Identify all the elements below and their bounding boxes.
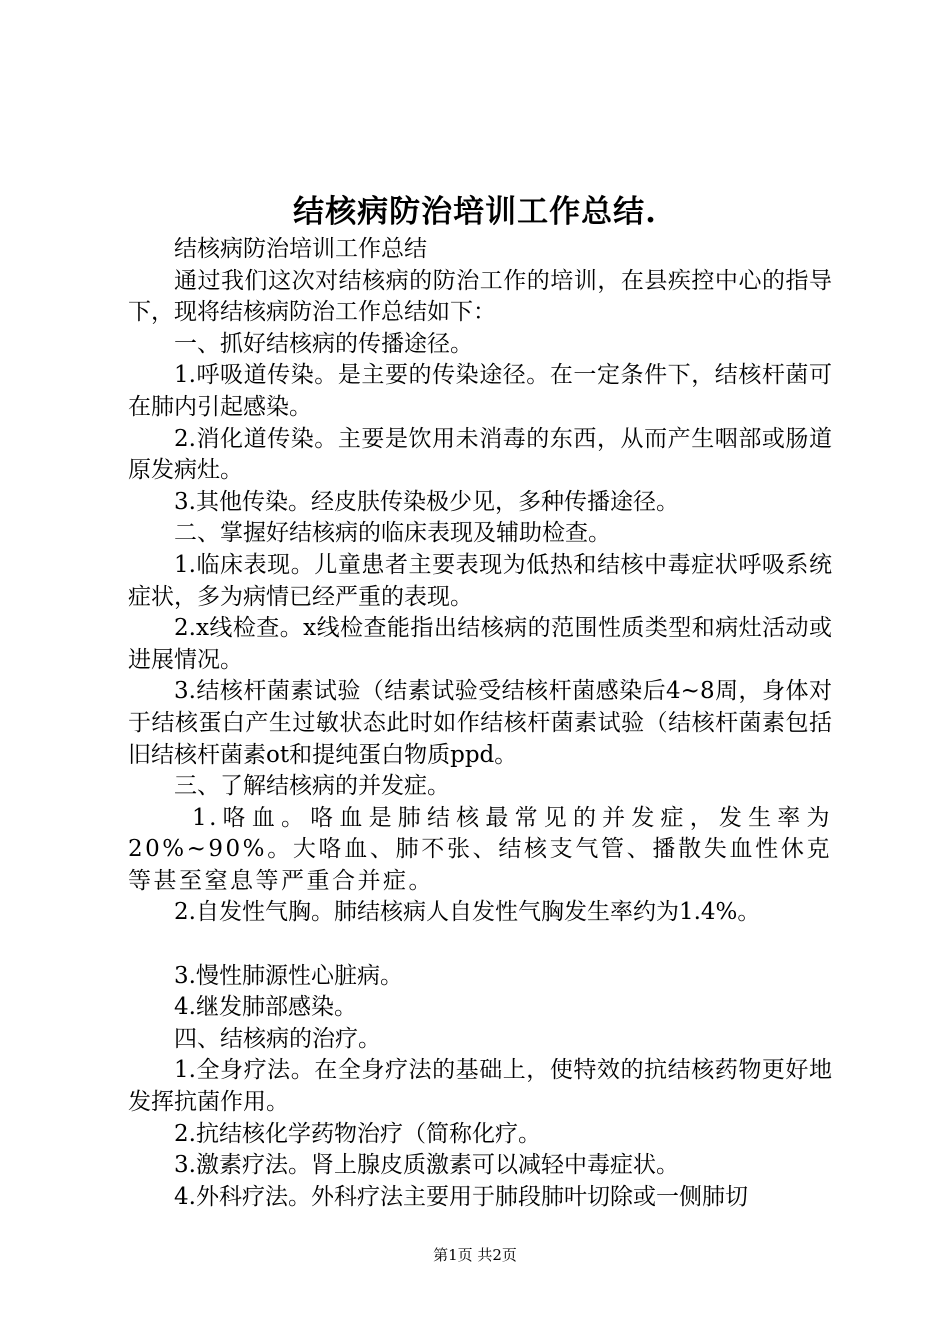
paragraph: 3.激素疗法。肾上腺皮质激素可以减轻中毒症状。 (174, 1152, 679, 1179)
paragraph: 4.继发肺部感染。 (174, 994, 357, 1021)
section-heading: 四、结核病的治疗。 (174, 1025, 381, 1052)
paragraph: 通过我们这次对结核病的防治工作的培训，在县疾控中心的指导下，现将结核病防治工作总结如下： (128, 267, 832, 326)
section-heading: 二、掌握好结核病的临床表现及辅助检查。 (174, 520, 611, 547)
section-heading: 三、了解结核病的并发症。 (174, 773, 450, 800)
page-number-footer: 第1页 共2页 (433, 1246, 517, 1264)
paragraph: 1.临床表现。儿童患者主要表现为低热和结核中毒症状呼吸系统症状，多为病情已经严重的表现。 (128, 551, 832, 610)
document-body (128, 234, 832, 1213)
paragraph: 2.x线检查。x线检查能指出结核病的范围性质类型和病灶活动或进展情况。 (128, 615, 832, 673)
paragraph: 1.全身疗法。在全身疗法的基础上，使特效的抗结核药物更好地发挥抗菌作用。 (128, 1057, 832, 1116)
paragraph: 2.自发性气胸。肺结核病人自发性气胸发生率约为1.4%。 (174, 899, 761, 926)
paragraph: 1.呼吸道传染。是主要的传染途径。在一定条件下，结核杆菌可在肺内引起感染。 (128, 362, 832, 420)
section-heading: 一、抓好结核病的传播途径。 (174, 330, 473, 357)
paragraph: 4.外科疗法。外科疗法主要用于肺段肺叶切除或一侧肺切 (174, 1183, 748, 1210)
document-title: 结核病防治培训工作总结. (293, 194, 657, 230)
paragraph: 3.其他传染。经皮肤传染极少见，多种传播途径。 (174, 488, 679, 515)
paragraph: 2.消化道传染。主要是饮用未消毒的东西，从而产生咽部或肠道原发病灶。 (128, 425, 832, 484)
paragraph: 3.慢性肺源性心脏病。 (174, 962, 403, 989)
paragraph: 3.结核杆菌素试验（结素试验受结核杆菌感染后4~8周，身体对于结核蛋白产生过敏状态此时如作结核杆菌素试验（结核杆菌素包括旧结核杆菌素ot和提纯蛋白物质ppd。 (128, 678, 832, 768)
paragraph: 1.咯血。咯血是肺结核最常见的并发症，发生率为20%~90%。大咯血、肺不张、结核支气管、播散失血性休克等甚至窒息等严重合并症。 (128, 804, 832, 894)
paragraph: 结核病防治培训工作总结 (174, 236, 427, 262)
paragraph: 2.抗结核化学药物治疗（简称化疗。 (174, 1120, 541, 1147)
